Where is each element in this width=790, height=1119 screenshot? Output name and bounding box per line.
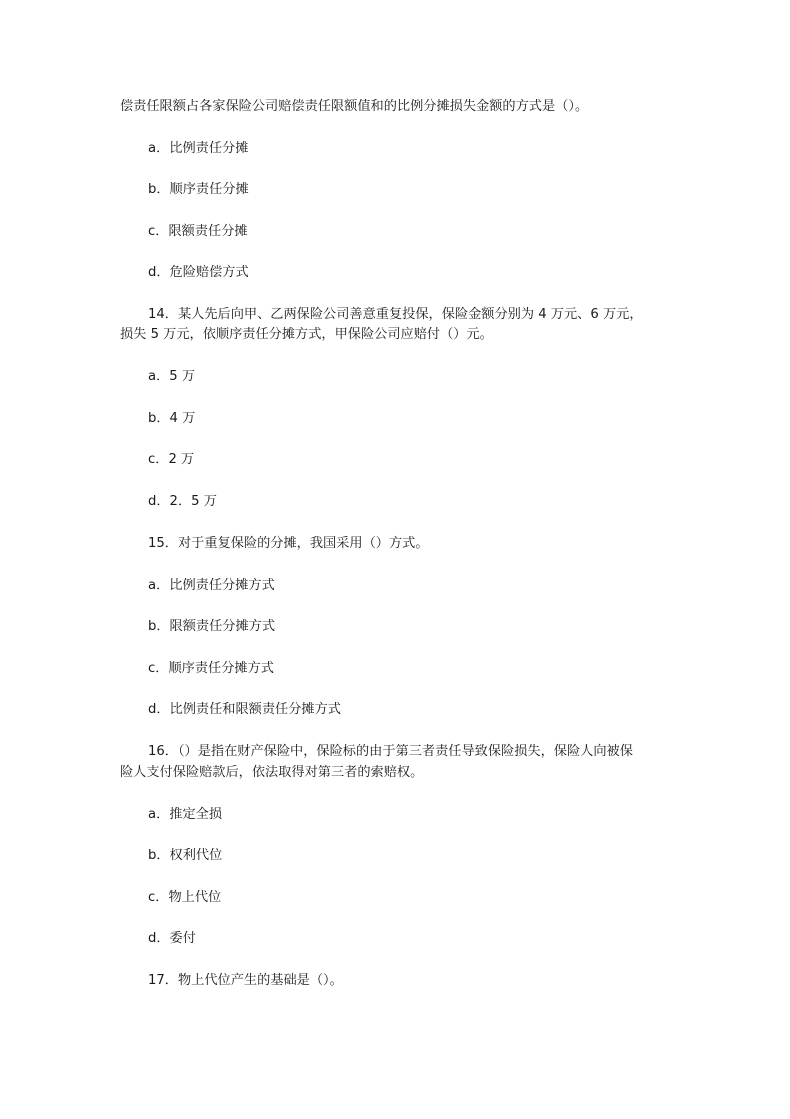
question-14-stem-line-1: 14．某人先后向甲、乙两保险公司善意重复投保，保险金额分别为 4 万元、6 万元， bbox=[148, 307, 643, 322]
question-15-stem: 15．对于重复保险的分摊，我国采用（）方式。 bbox=[148, 536, 429, 551]
q13-option-d: d．危险赔偿方式 bbox=[148, 265, 249, 280]
q14-option-d: d．2．5 万 bbox=[148, 494, 217, 509]
q14-option-b: b．4 万 bbox=[148, 411, 196, 426]
q16-option-b: b．权利代位 bbox=[148, 848, 223, 863]
q14-option-c: c．2 万 bbox=[148, 452, 195, 467]
question-16-stem-line-1: 16．（）是指在财产保险中，保险标的由于第三者责任导致保险损失，保险人向被保 bbox=[148, 744, 633, 759]
q16-option-c: c．物上代位 bbox=[148, 890, 222, 905]
question-13-continuation: 偿责任限额占各家保险公司赔偿责任限额值和的比例分摊损失金额的方式是（）。 bbox=[120, 99, 589, 114]
q15-option-a: a．比例责任分摊方式 bbox=[148, 578, 275, 593]
question-16-stem-line-2: 险人支付保险赔款后，依法取得对第三者的索赔权。 bbox=[120, 765, 424, 780]
q15-option-d: d．比例责任和限额责任分摊方式 bbox=[148, 702, 341, 717]
q15-option-b: b．限额责任分摊方式 bbox=[148, 619, 276, 634]
q16-option-a: a．推定全损 bbox=[148, 807, 223, 822]
q13-option-b: b．顺序责任分摊 bbox=[148, 182, 249, 197]
q13-option-c: c．限额责任分摊 bbox=[148, 224, 248, 239]
q16-option-d: d．委付 bbox=[148, 931, 196, 946]
q13-option-a: a．比例责任分摊 bbox=[148, 141, 249, 156]
question-17-stem: 17．物上代位产生的基础是（）。 bbox=[148, 973, 343, 988]
q14-option-a: a．5 万 bbox=[148, 369, 196, 384]
question-14-stem-line-2: 损失 5 万元，依顺序责任分摊方式，甲保险公司应赔付（）元。 bbox=[120, 327, 493, 342]
q15-option-c: c．顺序责任分摊方式 bbox=[148, 661, 274, 676]
